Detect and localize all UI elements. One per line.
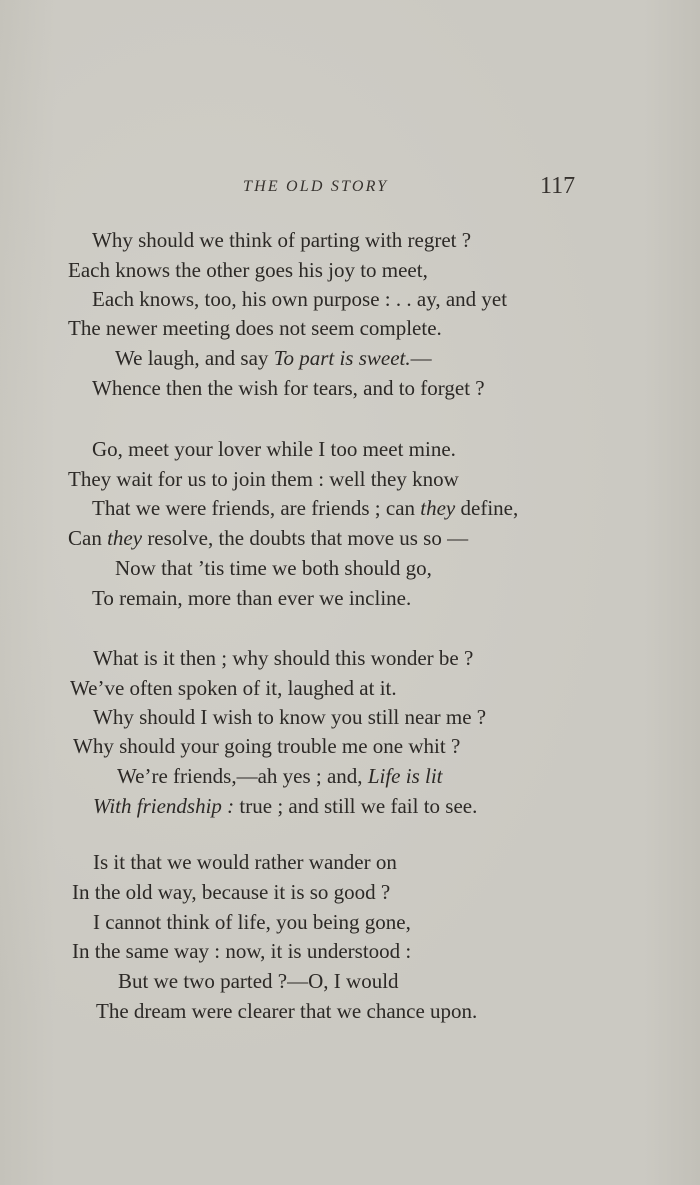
poem-line bbox=[115, 555, 432, 581]
line-text: resolve, the doubts that move us so — bbox=[142, 526, 469, 550]
poem-line bbox=[115, 345, 432, 371]
line-text: That we were friends, are friends ; can bbox=[92, 496, 421, 520]
poem-line bbox=[72, 938, 411, 964]
poem-line bbox=[93, 645, 473, 671]
poem-line bbox=[93, 704, 486, 730]
line-text: Is it that we would rather wander on bbox=[93, 850, 397, 874]
italic-text: they bbox=[420, 496, 456, 520]
line-text: In the same way : now, it is understood : bbox=[72, 939, 412, 963]
line-text: Now that ’tis time we both should go, bbox=[115, 556, 432, 580]
poem-line bbox=[68, 525, 468, 551]
poem-line bbox=[92, 375, 485, 401]
line-text: Can bbox=[68, 526, 108, 550]
poem-line bbox=[93, 793, 477, 819]
line-text: Each knows the other goes his joy to meet, bbox=[68, 258, 428, 282]
poem-line bbox=[92, 286, 507, 312]
italic-text: they bbox=[107, 526, 143, 550]
italic-text: Life is lit bbox=[367, 764, 443, 788]
line-text: But we two parted ?—O, I would bbox=[118, 969, 399, 993]
line-text: I cannot think of life, you being gone, bbox=[93, 910, 411, 934]
line-text: — bbox=[410, 346, 432, 370]
line-text: Go, meet your lover while I too meet mine. bbox=[92, 437, 456, 461]
poem-line bbox=[68, 466, 459, 492]
line-text: What is it then ; why should this wonder be ? bbox=[93, 646, 474, 670]
poem-line bbox=[96, 998, 477, 1024]
line-text: We’re friends,—ah yes ; and, bbox=[117, 764, 368, 788]
poem-line bbox=[118, 968, 399, 994]
line-text: true ; and still we fail to see. bbox=[234, 794, 478, 818]
poem-line bbox=[70, 675, 397, 701]
line-text: Each knows, too, his own purpose : . . ay, and yet bbox=[92, 287, 508, 311]
poem-line bbox=[92, 495, 518, 521]
line-text: Why should I wish to know you still near me ? bbox=[93, 705, 487, 729]
line-text: The dream were clearer that we chance upon. bbox=[96, 999, 478, 1023]
poem-line bbox=[68, 257, 428, 283]
line-text: In the old way, because it is so good ? bbox=[72, 880, 391, 904]
line-text: Whence then the wish for tears, and to forget ? bbox=[92, 376, 485, 400]
line-text: define, bbox=[455, 496, 519, 520]
poem-line bbox=[92, 227, 471, 253]
line-text: They wait for us to join them : well they know bbox=[68, 467, 459, 491]
line-text: We laugh, and say bbox=[115, 346, 274, 370]
poem-line bbox=[117, 763, 443, 789]
line-text: Why should your going trouble me one whit ? bbox=[73, 734, 461, 758]
line-text: We’ve often spoken of it, laughed at it. bbox=[70, 676, 397, 700]
poem-line bbox=[92, 585, 411, 611]
poem-line bbox=[72, 879, 390, 905]
line-text: Why should we think of parting with regret ? bbox=[92, 228, 472, 252]
running-title: THE OLD STORY bbox=[243, 178, 389, 195]
line-text: The newer meeting does not seem complete. bbox=[68, 316, 442, 340]
poem-line bbox=[92, 436, 456, 462]
line-text: To remain, more than ever we incline. bbox=[92, 586, 412, 610]
italic-text: With friendship : bbox=[93, 794, 235, 818]
poem-line bbox=[73, 733, 460, 759]
poem-line bbox=[93, 909, 411, 935]
italic-text: To part is sweet. bbox=[273, 346, 411, 370]
page-number: 117 bbox=[540, 173, 576, 199]
poem-line bbox=[68, 315, 442, 341]
running-head bbox=[0, 173, 700, 202]
poem-line bbox=[93, 849, 397, 875]
